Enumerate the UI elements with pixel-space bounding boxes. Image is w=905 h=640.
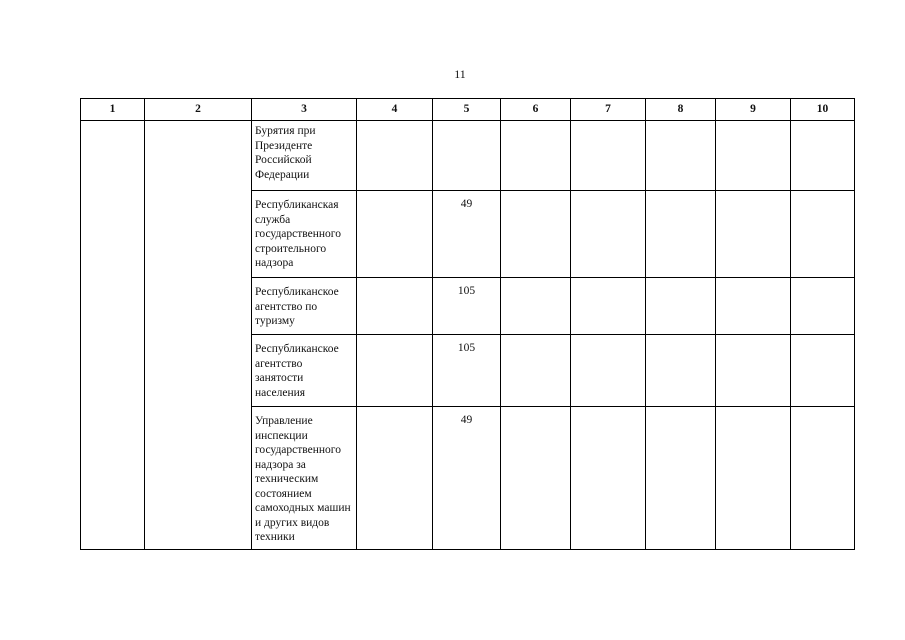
cell-col5 <box>433 121 501 191</box>
cell-col7 <box>571 278 646 335</box>
header-cell-6: 6 <box>501 99 571 121</box>
cell-col5: 49 <box>433 407 501 550</box>
cell-col7 <box>571 335 646 407</box>
cell-col9 <box>716 121 791 191</box>
cell-col7 <box>571 407 646 550</box>
cell-col4 <box>357 278 433 335</box>
table-row <box>81 121 855 191</box>
cell-col10 <box>791 121 855 191</box>
header-cell-8: 8 <box>646 99 716 121</box>
header-cell-5: 5 <box>433 99 501 121</box>
organization-name: Республиканская служба государственного строительного надзора <box>252 191 357 278</box>
organization-name: Республиканское агентство по туризму <box>252 278 357 335</box>
cell-col9 <box>716 191 791 278</box>
header-cell-4: 4 <box>357 99 433 121</box>
cell-col4 <box>357 121 433 191</box>
cell-col4 <box>357 335 433 407</box>
cell-col9 <box>716 335 791 407</box>
header-cell-1: 1 <box>81 99 145 121</box>
header-cell-7: 7 <box>571 99 646 121</box>
cell-col9 <box>716 278 791 335</box>
cell-col7 <box>571 121 646 191</box>
cell-col10 <box>791 278 855 335</box>
cell-col7 <box>571 191 646 278</box>
header-cell-2: 2 <box>145 99 252 121</box>
cell-col5: 105 <box>433 278 501 335</box>
header-cell-9: 9 <box>716 99 791 121</box>
data-table <box>80 98 855 550</box>
cell-col6 <box>501 335 571 407</box>
cell-col1 <box>81 121 145 550</box>
cell-col9 <box>716 407 791 550</box>
cell-col4 <box>357 191 433 278</box>
cell-col6 <box>501 121 571 191</box>
cell-col8 <box>646 407 716 550</box>
cell-col8 <box>646 335 716 407</box>
cell-col8 <box>646 121 716 191</box>
cell-col10 <box>791 335 855 407</box>
cell-col5: 105 <box>433 335 501 407</box>
header-cell-3: 3 <box>252 99 357 121</box>
cell-col6 <box>501 278 571 335</box>
cell-col6 <box>501 407 571 550</box>
organization-name: Управление инспекции государственного надзора за техническим состоянием самоходных машин и других видов техники <box>252 407 357 550</box>
cell-col5: 49 <box>433 191 501 278</box>
cell-col10 <box>791 191 855 278</box>
cell-col8 <box>646 191 716 278</box>
cell-col4 <box>357 407 433 550</box>
cell-col2 <box>145 121 252 550</box>
cell-col10 <box>791 407 855 550</box>
cell-col8 <box>646 278 716 335</box>
header-row <box>81 99 855 121</box>
page-number: 11 <box>454 67 466 81</box>
cell-col6 <box>501 191 571 278</box>
organization-name: Бурятия при Президенте Российской Федерации <box>252 121 357 191</box>
organization-name: Республиканское агентство занятости населения <box>252 335 357 407</box>
header-cell-10: 10 <box>791 99 855 121</box>
